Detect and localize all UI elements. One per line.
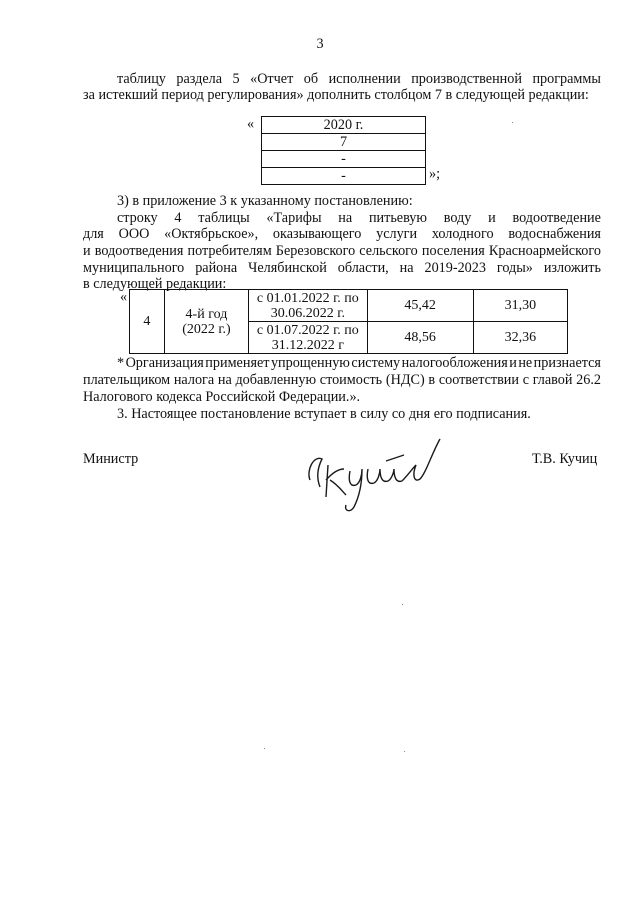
word: 2019-2023 bbox=[424, 260, 486, 276]
tariff-value-cell: 32,36 bbox=[473, 322, 567, 354]
word: Березовского bbox=[275, 243, 356, 259]
paragraph-line bbox=[83, 243, 601, 260]
word: и bbox=[83, 243, 91, 259]
word: стоимость bbox=[319, 372, 383, 388]
footnote-line: Налогового кодекса Российской Федерации.». bbox=[83, 389, 361, 405]
table-cell: 7 bbox=[262, 134, 426, 151]
word: воду bbox=[443, 210, 472, 226]
word: муниципального bbox=[83, 260, 185, 276]
word: ООО bbox=[118, 226, 150, 242]
year-cell: 4-й год (2022 г.) bbox=[164, 290, 249, 354]
scan-speck bbox=[404, 751, 405, 752]
word: таблицы bbox=[198, 210, 250, 226]
period-cell: с 01.07.2022 г. по 31.12.2022 г bbox=[249, 322, 367, 354]
word: плательщиком bbox=[83, 372, 171, 388]
item-heading: 3) в приложение 3 к указанному постановлению: bbox=[117, 193, 413, 209]
page-number: 3 bbox=[316, 36, 324, 52]
word: производственной bbox=[411, 71, 522, 87]
signatory-title: Министр bbox=[83, 451, 139, 467]
row-number-cell: 4 bbox=[130, 290, 165, 354]
word: упрощенную bbox=[270, 355, 350, 371]
paragraph-line bbox=[117, 71, 601, 88]
word: на bbox=[217, 372, 232, 388]
word: «Тарифы bbox=[266, 210, 322, 226]
word: с bbox=[522, 372, 529, 388]
word: оказывающего bbox=[272, 226, 362, 242]
word: поселения bbox=[421, 243, 485, 259]
word: в bbox=[428, 372, 436, 388]
word: «Отчет bbox=[250, 71, 294, 87]
word: «Октябрьское», bbox=[164, 226, 259, 242]
scan-speck bbox=[264, 748, 265, 749]
word: программы bbox=[532, 71, 601, 87]
effective-clause: 3. Настоящее постановление вступает в силу со дня его подписания. bbox=[117, 406, 531, 422]
word: и bbox=[509, 355, 517, 371]
word: налогообложения bbox=[401, 355, 508, 371]
word: применяет bbox=[205, 355, 270, 371]
word: строку bbox=[117, 210, 158, 226]
word: добавленную bbox=[235, 372, 317, 388]
word: главой bbox=[532, 372, 573, 388]
word: об bbox=[303, 71, 319, 87]
tariff-value-cell: 45,42 bbox=[367, 290, 473, 322]
table-cell: 2020 г. bbox=[262, 117, 426, 134]
word: * bbox=[117, 355, 125, 371]
word: водоотведение bbox=[512, 210, 601, 226]
footnote-line bbox=[117, 355, 601, 372]
word: систему bbox=[351, 355, 401, 371]
table-cell: - bbox=[262, 151, 426, 168]
close-quote: »; bbox=[429, 166, 441, 182]
table-row bbox=[262, 134, 426, 151]
word: 5 bbox=[232, 71, 240, 87]
word: Организация bbox=[125, 355, 204, 371]
word: 4 bbox=[174, 210, 182, 226]
word: сельского bbox=[359, 243, 418, 259]
tariff-value-cell: 31,30 bbox=[473, 290, 567, 322]
paragraph-line bbox=[117, 210, 601, 227]
word: (НДС) bbox=[385, 372, 425, 388]
word: раздела bbox=[176, 71, 223, 87]
word: исполнении bbox=[328, 71, 401, 87]
word: области, bbox=[337, 260, 389, 276]
table-cell: - bbox=[262, 168, 426, 185]
paragraph-line: за истекший период регулирования» дополнить столбцом 7 в следующей редакции: bbox=[83, 87, 589, 103]
table-year-column bbox=[261, 116, 426, 185]
paragraph-line bbox=[83, 260, 601, 277]
table-row bbox=[262, 151, 426, 168]
word: Челябинской bbox=[248, 260, 327, 276]
word: питьевую bbox=[368, 210, 427, 226]
paragraph-line: в следующей редакции: bbox=[83, 276, 227, 292]
word: Красноармейского bbox=[488, 243, 601, 259]
word: услуги bbox=[376, 226, 418, 242]
word: таблицу bbox=[117, 71, 166, 87]
word: и bbox=[488, 210, 496, 226]
tariff-value-cell: 48,56 bbox=[367, 322, 473, 354]
word: годы» bbox=[496, 260, 533, 276]
paragraph-line bbox=[83, 226, 601, 243]
word: не bbox=[518, 355, 533, 371]
word: на bbox=[338, 210, 353, 226]
word: налога bbox=[173, 372, 215, 388]
word: признается bbox=[533, 355, 601, 371]
word: водоотведения bbox=[94, 243, 184, 259]
word: холодного bbox=[431, 226, 494, 242]
open-quote: « bbox=[120, 289, 128, 305]
table-row bbox=[262, 168, 426, 185]
word: на bbox=[399, 260, 414, 276]
word: водоснабжения bbox=[508, 226, 601, 242]
word: для bbox=[83, 226, 104, 242]
table-row bbox=[262, 117, 426, 134]
word: потребителям bbox=[187, 243, 272, 259]
period-cell: с 01.01.2022 г. по 30.06.2022 г. bbox=[249, 290, 367, 322]
word: 26.2 bbox=[576, 372, 601, 388]
tariff-table bbox=[129, 289, 568, 354]
signatory-name: Т.В. Кучиц bbox=[532, 451, 598, 467]
scan-speck bbox=[512, 122, 513, 123]
word: соответствии bbox=[438, 372, 519, 388]
word: изложить bbox=[543, 260, 601, 276]
scan-speck bbox=[402, 604, 403, 605]
word: района bbox=[195, 260, 238, 276]
footnote-line bbox=[83, 372, 601, 389]
handwritten-signature bbox=[300, 425, 450, 515]
open-quote: « bbox=[247, 116, 255, 132]
